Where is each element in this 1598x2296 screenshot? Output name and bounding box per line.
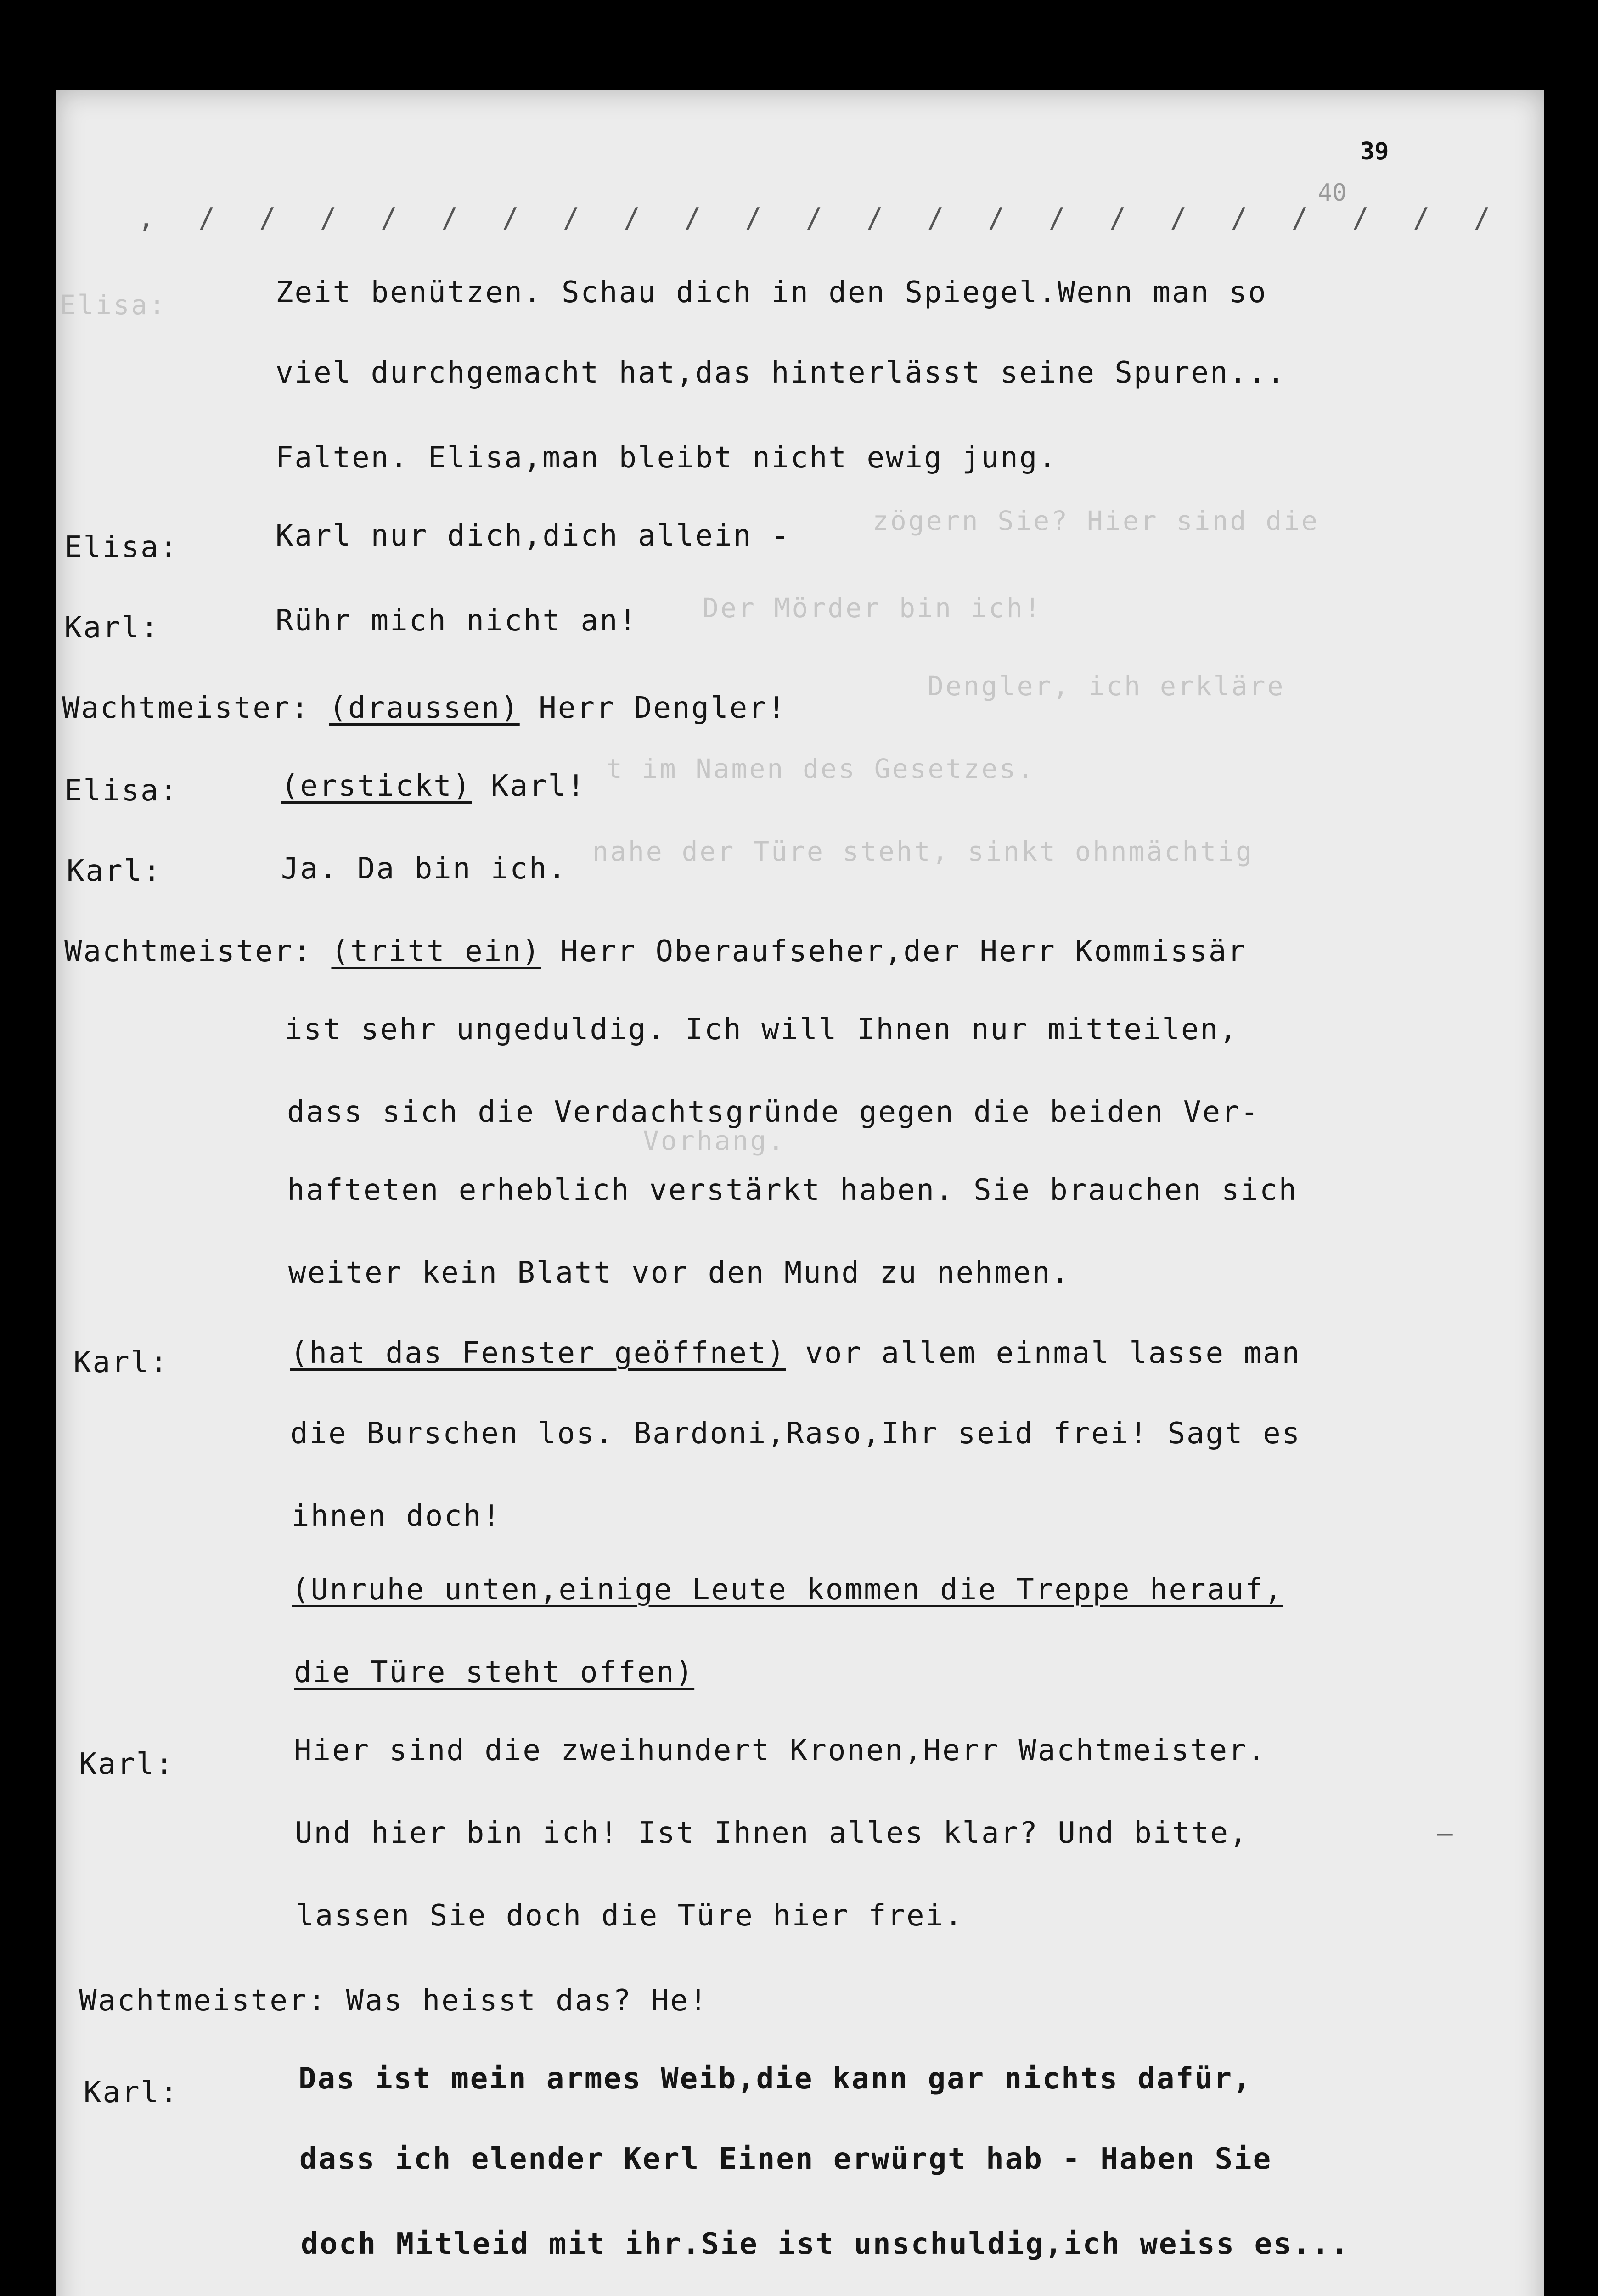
dialogue-line [62,693,787,723]
dialogue-line [276,606,638,636]
speaker-label: Karl: [73,1345,169,1379]
speaker-label: Elisa: [64,530,179,564]
bleed-through-line: t im Namen des Gesetzes. [606,753,1035,784]
dialogue-text: vor allem einmal lasse man [805,1336,1301,1370]
dialogue-line [290,1336,1301,1370]
dialogue-line [276,276,1267,310]
dialogue-line [288,1258,1070,1288]
dialogue-text: Was heisst das? He! [346,1984,709,2018]
bleed-through-line: Der Mörder bin ich! [703,592,1042,624]
margin-mark: — [1437,1818,1453,1848]
bleed-through-line: Vorhang. [643,1125,786,1156]
dialogue-line [287,1173,1298,1207]
dialogue-line [64,934,1247,968]
dialogue-text: hafteten erheblich verstärkt haben. Sie brauchen sich [287,1173,1298,1207]
speaker-label: Elisa: [64,774,179,808]
dialogue-line [276,521,790,551]
dialogue-text: Karl! [490,769,586,803]
dialogue-line [285,1013,1238,1047]
dialogue-line [295,1818,1249,1848]
speaker-label: Wachtmeister: [62,691,310,725]
bleed-through-line: nahe der Türe steht, sinkt ohnmächtig [592,836,1254,867]
dialogue-text: weiter kein Blatt vor den Mund zu nehmen. [288,1256,1070,1290]
dialogue-line [276,358,1286,388]
stage-direction: (Unruhe unten,einige Leute kommen die Treppe herauf, [292,1573,1283,1607]
bleed-through-line: Elisa: [60,289,167,321]
dialogue-text: Falten. Elisa,man bleibt nicht ewig jung. [276,441,1058,475]
dialogue-line [294,1733,1267,1767]
dialogue-text: Zeit benützen. Schau dich in den Spiegel.Wenn man so [276,276,1267,310]
pencil-marks: , / / / / / / / / / / / / / / / / / / / / / / [138,202,1504,234]
dialogue-text: Karl nur dich,dich allein - [276,519,791,553]
dialogue-text: dass sich die Verdachtsgründe gegen die beiden Ver- [287,1095,1260,1129]
dialogue-text: Das ist mein armes Weib,die kann gar nichts dafür, [298,2062,1252,2096]
dialogue-text: Hier sind die zweihundert Kronen,Herr Wachtmeister. [294,1733,1267,1767]
dialogue-line [292,1499,501,1533]
speaker-label: Wachtmeister: [64,934,312,968]
dialogue-text: Herr Dengler! [539,691,787,725]
dialogue-line [281,771,586,801]
speaker-label: Karl: [64,611,160,645]
dialogue-text: ist sehr ungeduldig. Ich will Ihnen nur mitteilen, [285,1013,1238,1047]
dialogue-text: dass ich elender Kerl Einen erwürgt hab - Haben Sie [299,2142,1272,2176]
dialogue-text: lassen Sie doch die Türe hier frei. [296,1899,964,1933]
stage-direction: (erstickt) [281,769,472,803]
dialogue-line [296,1899,964,1933]
stage-direction: die Türe steht offen) [294,1655,695,1689]
dialogue-text: viel durchgemacht hat,das hinterlässt seine Spuren... [276,356,1287,390]
bleed-through-line: zögern Sie? Hier sind die [872,505,1319,536]
page-number: 39 [1360,138,1389,165]
dialogue-text: Und hier bin ich! Ist Ihnen alles klar? Und bitte, [295,1816,1249,1850]
dialogue-line [276,443,1058,473]
dialogue-line [287,1097,1260,1127]
dialogue-text: Ja. Da bin ich. [281,852,567,886]
dialogue-line [290,1417,1301,1451]
speaker-label: Karl: [79,1747,174,1781]
stage-direction: (tritt ein) [331,934,541,968]
dialogue-text: die Burschen los. Bardoni,Raso,Ihr seid frei! Sagt es [290,1417,1301,1451]
stage-direction: (draussen) [329,691,520,725]
page-number-faded: 40 [1318,179,1347,207]
speaker-label: Karl: [84,2076,179,2110]
stage-direction: (hat das Fenster geöffnet) [290,1336,786,1370]
dialogue-line [79,1984,709,2018]
dialogue-text: doch Mitleid mit ihr.Sie ist unschuldig,ich weiss es... [301,2227,1350,2261]
dialogue-text: ihnen doch! [292,1499,501,1533]
dialogue-line [281,854,567,884]
bleed-through-line: Dengler, ich erkläre [928,670,1285,702]
speaker-label: Wachtmeister: [79,1984,327,2018]
speaker-label: Karl: [67,854,162,888]
dialogue-line [299,2144,1272,2174]
dialogue-text: Herr Oberaufseher,der Herr Kommissär [560,934,1247,968]
dialogue-text: Rühr mich nicht an! [276,604,638,638]
dialogue-line [298,2062,1252,2096]
dialogue-line [301,2229,1350,2259]
